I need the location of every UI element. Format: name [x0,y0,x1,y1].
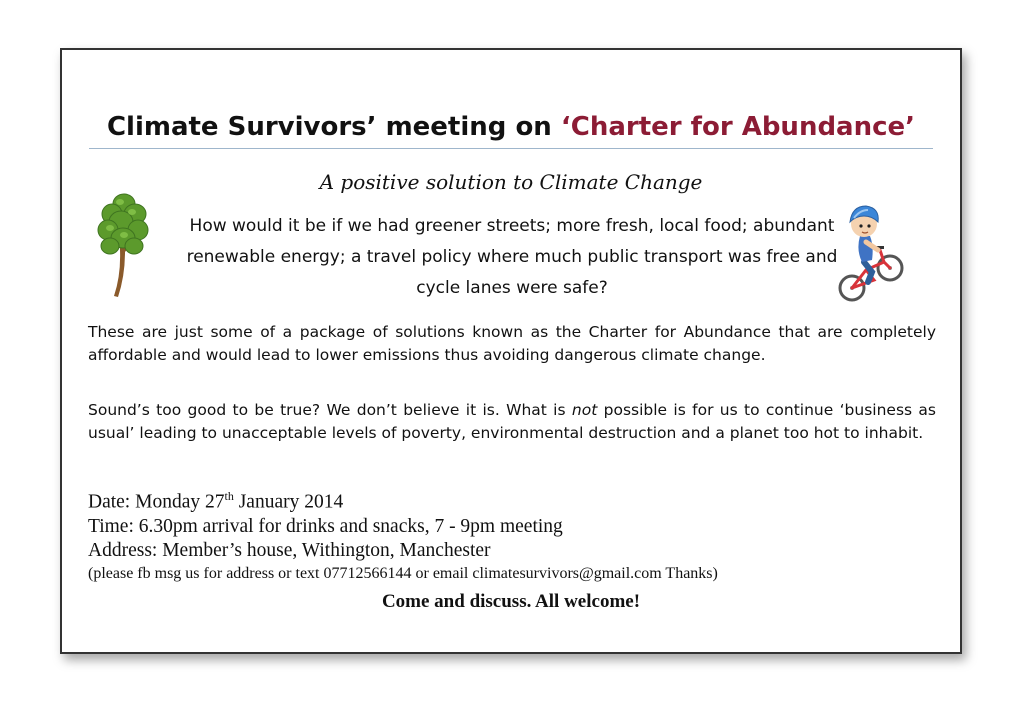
event-address: Address: Member’s house, Withington, Manchester [88,539,491,561]
closing-invitation: Come and discuss. All welcome! [381,591,641,612]
event-date-rest: January 2014 [233,491,344,513]
flyer-title [62,112,960,142]
title-accent: ‘Charter for Abundance’ [560,112,916,142]
event-time: Time: 6.30pm arrival for drinks and snacks, 7 - 9pm meeting [88,515,563,537]
flyer-card [60,48,962,654]
paragraph-business-as-usual [88,399,936,445]
paragraph2-part2: possible is for us to continue ‘business as usual’ leading to unacceptable levels of poverty, environmental destruction and a planet too hot to inhabit. [88,401,937,442]
event-date-ordinal: th [224,489,234,503]
flyer-subtitle: A positive solution to Climate Change [319,170,703,194]
contact-note: (please fb msg us for address or text 07712566144 or email climatesurvivors@gmail.com Thanks) [88,564,718,582]
title-main: Climate Survivors’ meeting on [106,112,561,142]
paragraph2-emphasis: not [571,401,598,419]
title-divider [89,148,933,149]
paragraph2-part1: Sound’s too good to be true? We don’t believe it is. What is [88,401,572,419]
paragraph-solutions: These are just some of a package of solutions known as the Charter for Abundance that are completely affordable and would lead to lower emissions thus avoiding dangerous climate change. [88,323,936,364]
intro-question: How would it be if we had greener streets; more fresh, local food; abundant renewable energy; a travel policy where much public transport was free and cycle lanes were safe? [186,216,838,298]
event-date [88,484,718,515]
event-details [88,484,718,585]
event-date-prefix: Date: Monday 27 [88,491,225,513]
tree-icon [94,190,154,300]
